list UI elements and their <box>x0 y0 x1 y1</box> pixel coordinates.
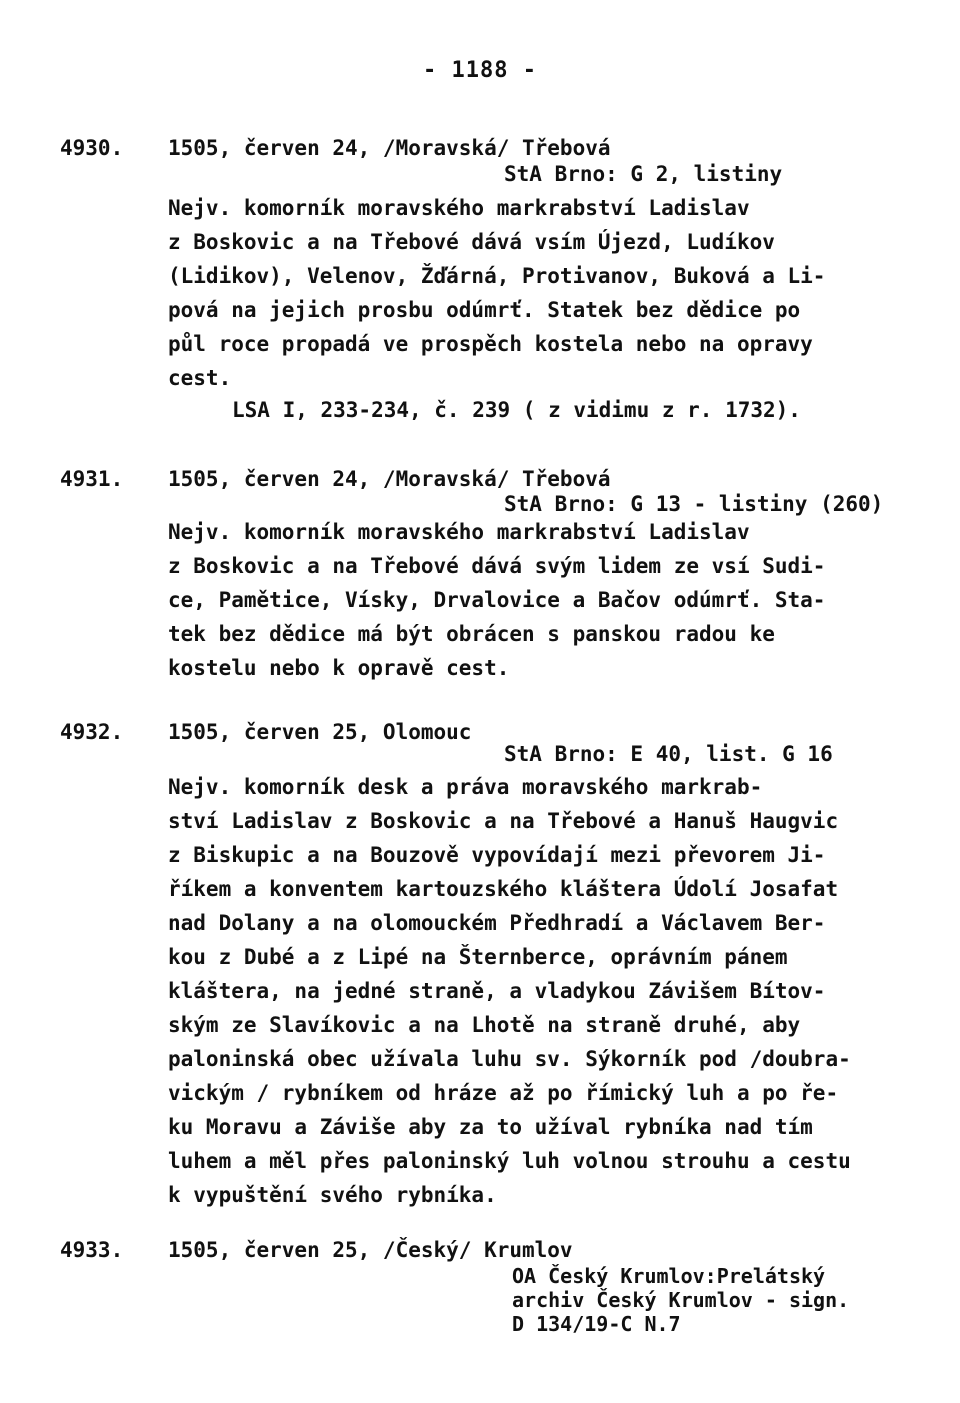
entry-number: 4931. <box>60 467 124 491</box>
body-line: půl roce propadá ve prospěch kostela nebo na opravy <box>168 332 813 356</box>
body-line: Nejv. komorník moravského markrabství Ladislav <box>168 196 750 220</box>
body-line: kostelu nebo k opravě cest. <box>168 656 510 680</box>
entry-number: 4930. <box>60 136 124 160</box>
entry-source: StA Brno: E 40, list. G 16 <box>504 742 833 766</box>
body-line: z Boskovic a na Třebové dává svým lidem ze vsí Sudi- <box>168 554 826 578</box>
body-line: ce, Pamětice, Vísky, Drvalovice a Bačov odúmrť. Sta- <box>168 588 826 612</box>
entry-source: StA Brno: G 2, listiny <box>504 162 783 186</box>
body-line: ství Ladislav z Boskovic a na Třebové a Hanuš Haugvic <box>168 809 839 833</box>
body-line: (Lidikov), Velenov, Žďárná, Protivanov, Buková a Li- <box>168 264 826 288</box>
body-line: vickým / rybníkem od hráze až po římický luh a po ře- <box>168 1081 839 1105</box>
body-line: nad Dolany a na olomouckém Předhradí a Václavem Ber- <box>168 911 826 935</box>
body-line: z Boskovic a na Třebové dává vsím Újezd, Ludíkov <box>168 230 775 254</box>
body-line: Nejv. komorník moravského markrabství Ladislav <box>168 520 750 544</box>
entry-source <box>512 1264 849 1336</box>
body-line: ským ze Slavíkovic a na Lhotě na straně druhé, aby <box>168 1013 801 1037</box>
body-line: pová na jejich prosbu odúmrť. Statek bez dědice po <box>168 298 801 322</box>
entry-body <box>168 770 908 1212</box>
entry-number: 4932. <box>60 720 124 744</box>
body-line: k vypuštění svého rybníka. <box>168 1183 497 1207</box>
source-line: archiv Český Krumlov - sign. <box>512 1288 850 1312</box>
body-line: luhem a měl přes paloninský luh volnou strouhu a cestu <box>168 1149 851 1173</box>
entry-number: 4933. <box>60 1238 124 1262</box>
body-line: cest. <box>168 366 232 390</box>
entry-header: 1505, červen 24, /Moravská/ Třebová <box>168 467 611 491</box>
entry-body <box>168 515 908 685</box>
entry-source: StA Brno: G 13 - listiny (260) <box>504 492 884 516</box>
body-line: kou z Dubé a z Lipé na Šternberce, oprávním pánem <box>168 945 788 969</box>
entry-header: 1505, červen 24, /Moravská/ Třebová <box>168 136 611 160</box>
body-line: paloninská obec užívala luhu sv. Sýkorník pod /doubra- <box>168 1047 851 1071</box>
entry-reference: LSA I, 233-234, č. 239 ( z vidimu z r. 1732). <box>232 398 801 422</box>
body-line: říkem a konventem kartouzského kláštera Údolí Josafat <box>168 877 839 901</box>
source-line: D 134/19-C N.7 <box>512 1312 681 1336</box>
body-line: z Biskupic a na Bouzově vypovídají mezi převorem Ji- <box>168 843 826 867</box>
entry-body <box>168 191 908 395</box>
page-number: - 1188 - <box>423 58 537 83</box>
entry-header: 1505, červen 25, /Český/ Krumlov <box>168 1238 573 1262</box>
entry-header: 1505, červen 25, Olomouc <box>168 720 472 744</box>
body-line: Nejv. komorník desk a práva moravského markrab- <box>168 775 763 799</box>
source-line: OA Český Krumlov:Prelátský <box>512 1264 826 1288</box>
body-line: ku Moravu a Záviše aby za to užíval rybníka nad tím <box>168 1115 813 1139</box>
body-line: tek bez dědice má být obrácen s panskou radou ke <box>168 622 775 646</box>
body-line: kláštera, na jedné straně, a vladykou Závišem Bítov- <box>168 979 826 1003</box>
